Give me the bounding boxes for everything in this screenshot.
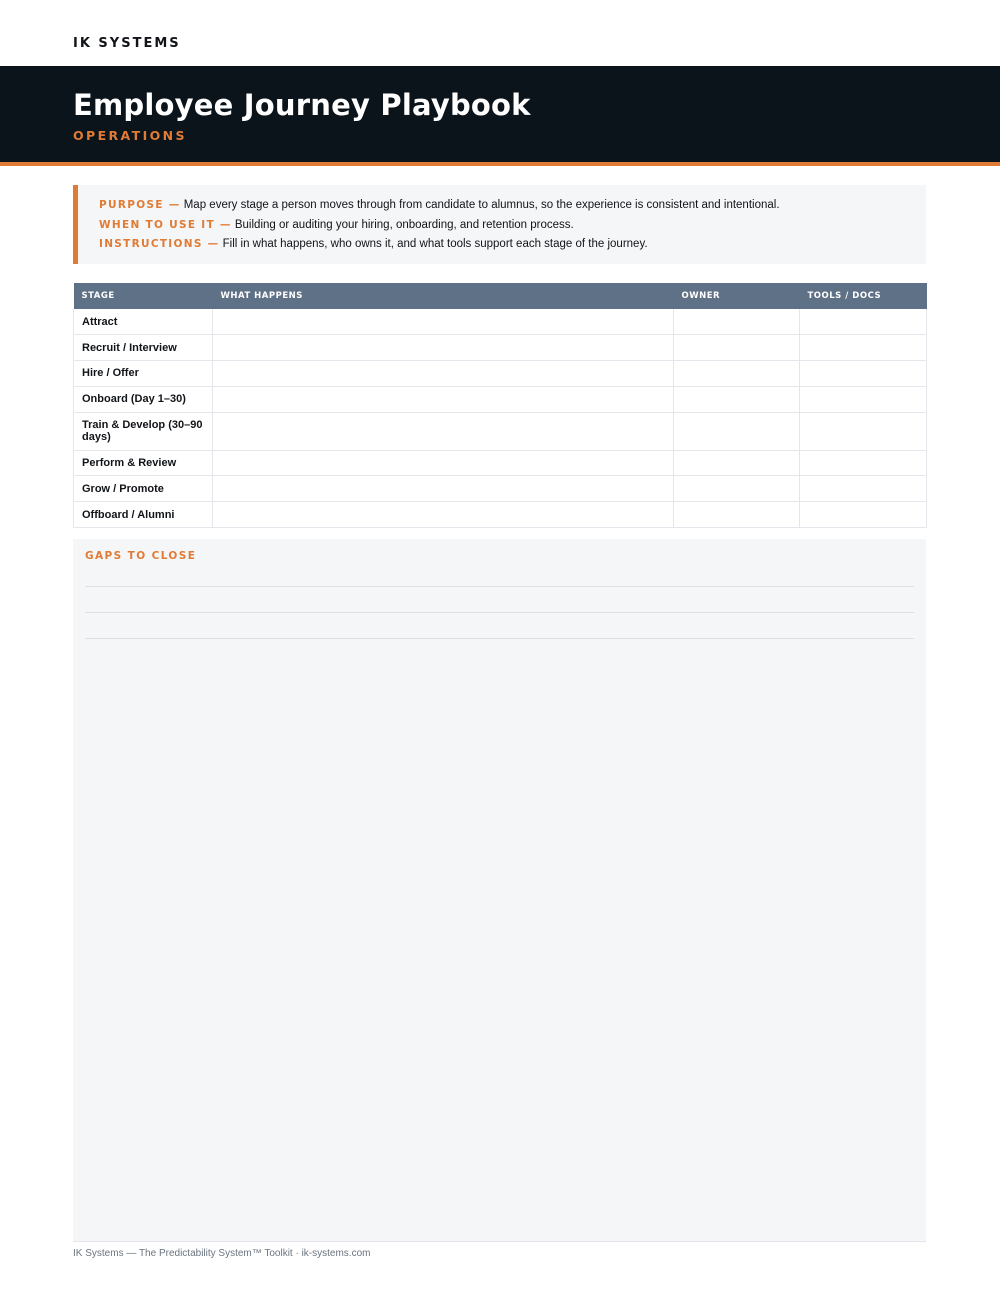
page-title: Employee Journey Playbook (73, 88, 531, 122)
table-row (74, 335, 927, 361)
table-row (74, 309, 927, 335)
intro-instructions-key: INSTRUCTIONS — (99, 238, 220, 251)
owner-cell[interactable] (674, 361, 800, 387)
intro-when (99, 216, 926, 236)
gaps-panel (73, 539, 926, 1241)
table-row (74, 502, 927, 528)
intro-purpose-key: PURPOSE — (99, 199, 181, 211)
what-happens-cell[interactable] (213, 476, 674, 502)
footer-divider (73, 1241, 926, 1242)
intro-when-key: WHEN TO USE IT — (99, 218, 232, 231)
table-row (74, 412, 927, 450)
owner-cell[interactable] (674, 309, 800, 335)
tools-cell[interactable] (800, 476, 927, 502)
tools-cell[interactable] (800, 502, 927, 528)
tools-cell[interactable] (800, 309, 927, 335)
stage-cell: Recruit / Interview (74, 335, 213, 361)
stage-cell: Attract (74, 309, 213, 335)
gap-writing-line[interactable] (85, 586, 914, 587)
gap-writing-line[interactable] (85, 612, 914, 613)
table-row (74, 386, 927, 412)
intro-purpose (99, 196, 926, 216)
what-happens-cell[interactable] (213, 412, 674, 450)
owner-cell[interactable] (674, 386, 800, 412)
intro-when-text: Building or auditing your hiring, onboarding, and retention process. (231, 218, 574, 231)
owner-cell[interactable] (674, 412, 800, 450)
column-header-stage: STAGE (74, 283, 213, 309)
brand-logo-text: IK SYSTEMS (73, 36, 181, 51)
stage-cell: Grow / Promote (74, 476, 213, 502)
tools-cell[interactable] (800, 450, 927, 476)
header-accent-rule (0, 162, 1000, 166)
table-row (74, 476, 927, 502)
owner-cell[interactable] (674, 335, 800, 361)
tools-cell[interactable] (800, 335, 927, 361)
what-happens-cell[interactable] (213, 450, 674, 476)
footer-text: IK Systems — The Predictability System™ Toolkit · ik-systems.com (73, 1248, 371, 1259)
gap-writing-line[interactable] (85, 638, 914, 639)
what-happens-cell[interactable] (213, 335, 674, 361)
intro-panel (73, 185, 926, 264)
stage-cell: Hire / Offer (74, 361, 213, 387)
table-row (74, 450, 927, 476)
owner-cell[interactable] (674, 476, 800, 502)
stage-cell: Perform & Review (74, 450, 213, 476)
tools-cell[interactable] (800, 412, 927, 450)
page-subtitle: OPERATIONS (73, 128, 187, 143)
intro-instructions (99, 235, 926, 255)
tools-cell[interactable] (800, 386, 927, 412)
table-row (74, 361, 927, 387)
column-header-what-happens: WHAT HAPPENS (213, 283, 674, 309)
journey-table (73, 283, 927, 528)
intro-instructions-text: Fill in what happens, who owns it, and what tools support each stage of the journey. (219, 238, 648, 251)
table-header-row (74, 283, 927, 309)
intro-purpose-text: Map every stage a person moves through from candidate to alumnus, so the experience is consistent and intentional. (180, 199, 780, 211)
column-header-tools: TOOLS / DOCS (800, 283, 927, 309)
stage-cell: Offboard / Alumni (74, 502, 213, 528)
what-happens-cell[interactable] (213, 502, 674, 528)
what-happens-cell[interactable] (213, 361, 674, 387)
owner-cell[interactable] (674, 502, 800, 528)
what-happens-cell[interactable] (213, 309, 674, 335)
gaps-title: GAPS TO CLOSE (85, 550, 197, 562)
what-happens-cell[interactable] (213, 386, 674, 412)
owner-cell[interactable] (674, 450, 800, 476)
column-header-owner: OWNER (674, 283, 800, 309)
tools-cell[interactable] (800, 361, 927, 387)
stage-cell: Onboard (Day 1–30) (74, 386, 213, 412)
stage-cell: Train & Develop (30–90 days) (74, 412, 213, 450)
